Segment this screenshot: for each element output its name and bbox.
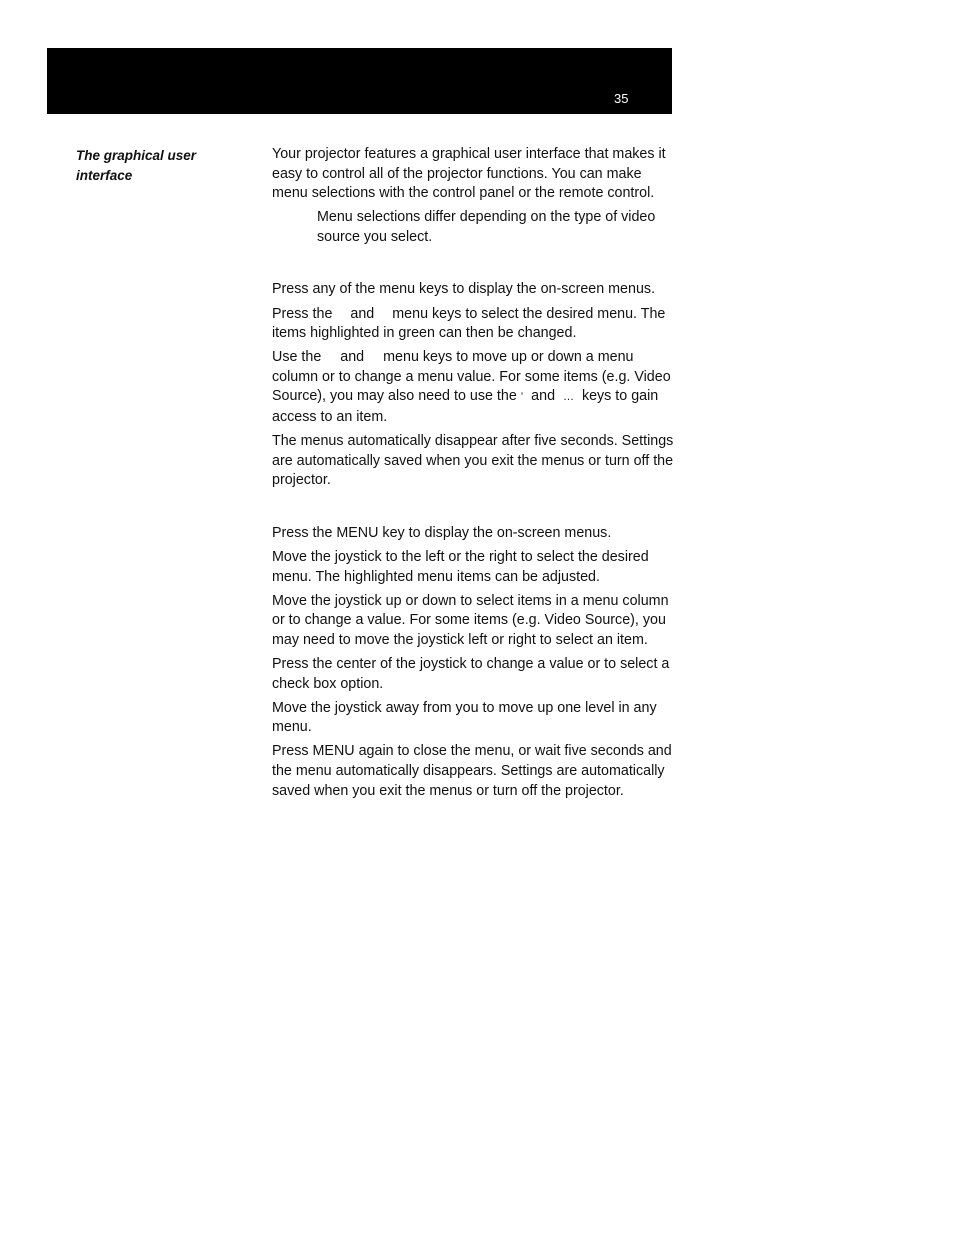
cp-step-3-end: keys to gain access to an item. <box>272 388 659 426</box>
rc-step-1: Press the MENU key to display the on-screen menus. <box>272 524 612 541</box>
control-panel-steps <box>272 280 674 490</box>
rc-step-2: Move the joystick to the left or the right to select the desired menu. The highlighted menu items can be adjusted. <box>272 549 649 585</box>
cp-step-2 <box>272 305 674 344</box>
header-bar <box>47 48 672 114</box>
section-heading: The graphical user interface <box>76 148 197 183</box>
cp-step-3-before: Use the <box>272 349 322 366</box>
cp-step-2-before: Press the <box>272 305 333 322</box>
cp-step-2-and: and <box>350 305 375 322</box>
rc-step-4: Press the center of the joystick to change a value or to select a check box option. <box>272 655 670 692</box>
cp-step-2-after: menu keys to select the desired menu. The items highlighted in green can then be changed. <box>272 305 666 342</box>
cp-step-3-key1: ’ <box>520 391 524 404</box>
cp-step-3-and2: and <box>531 388 556 405</box>
main-content <box>272 145 674 801</box>
cp-step-3-key2: … <box>562 391 574 404</box>
rc-step-5: Move the joystick away from you to move up one level in any menu. <box>272 699 657 736</box>
remote-control-steps <box>272 524 674 801</box>
cp-step-3-after: menu keys to move up or down a menu column or to change a menu value. For some items (e.g. Video Source), you may also need to use the <box>272 349 671 405</box>
intro-paragraph: Your projector features a graphical user interface that makes it easy to control all of the projector functions. You can make menu selections with the control panel or the remote control. <box>272 146 666 202</box>
page-number: 35 <box>614 91 629 106</box>
cp-step-3-and: and <box>340 349 365 366</box>
rc-step-3: Move the joystick up or down to select items in a menu column or to change a value. For some items (e.g. Video Source), you may need to move the joystick left or right to select an item. <box>272 592 669 648</box>
cp-step-3 <box>272 348 674 427</box>
rc-step-6: Press MENU again to close the menu, or wait five seconds and the menu automatically disappears. Settings are automatically saved when you exit the menus or turn off the projector. <box>272 743 672 799</box>
note-paragraph: Menu selections differ depending on the type of video source you select. <box>317 209 656 245</box>
cp-step-4: The menus automatically disappear after five seconds. Settings are automatically saved when you exit the menus or turn off the projector. <box>272 433 674 489</box>
cp-step-1: Press any of the menu keys to display the on-screen menus. <box>272 281 656 298</box>
